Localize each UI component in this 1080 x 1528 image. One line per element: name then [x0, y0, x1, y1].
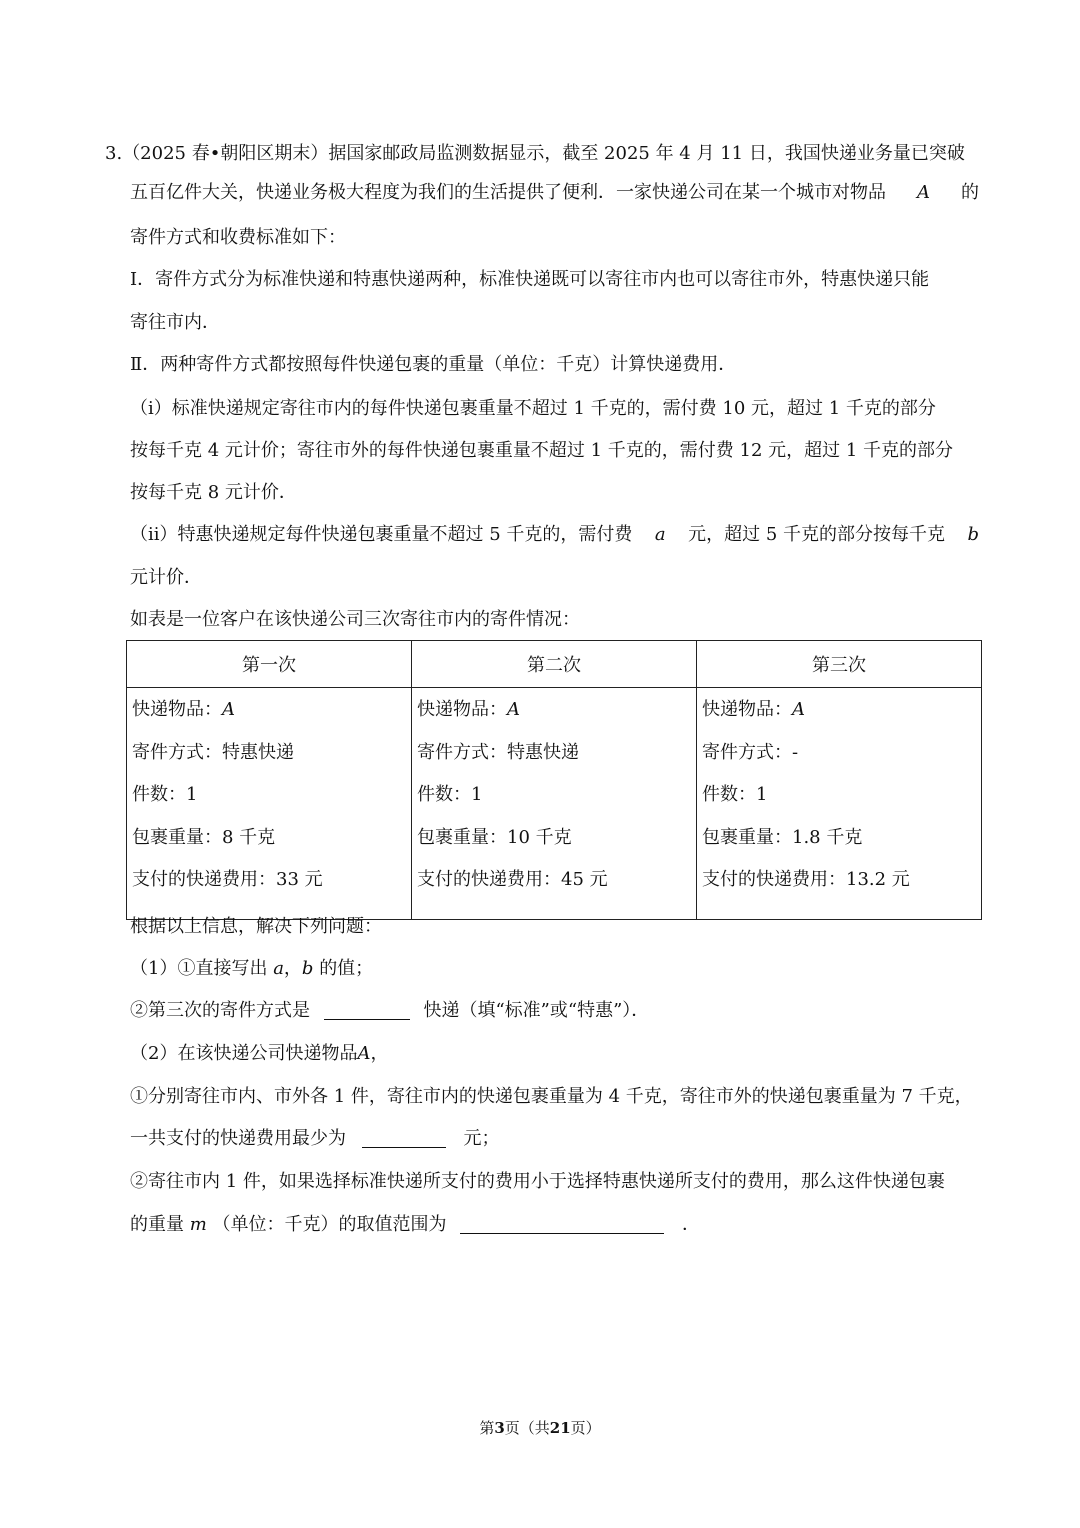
table-cell-third: 快递物品：A 寄件方式：- 件数：1 包裹重量：1.8 千克 支付的快递费用：13.2 元: [697, 688, 982, 920]
variable-a: a: [654, 524, 666, 545]
task-2-2-cont: 的重量 m （单位：千克）的取值范围为 ．: [130, 1214, 701, 1235]
task-1-2: ②第三次的寄件方式是 快递（填“标准”或“特惠”）．: [130, 1000, 650, 1021]
table-cell-second: 快递物品：A 寄件方式：特惠快递 件数：1 包裹重量：10 千克 支付的快递费用：45 元: [412, 688, 697, 920]
task-2-1: ①分别寄往市内、市外各 1 件，寄往市内的快递包裹重量为 4 千克，寄往市外的快递包裹重量为 7 千克，: [130, 1086, 973, 1107]
answer-blank[interactable]: [362, 1129, 446, 1148]
rule-2: Ⅱ．两种寄件方式都按照每件快递包裹的重量（单位：千克）计算快递费用．: [130, 354, 737, 375]
question-line-1: 3.（2025 春•朝阳区期末）据国家邮政局监测数据显示，截至 2025 年 4 月 11 日，我国快递业务量已突破: [105, 143, 965, 164]
answer-blank[interactable]: [324, 1001, 410, 1020]
rule-2-i-cont: 按每千克 4 元计价；寄往市外的每件快递包裹重量不超过 1 千克的，需付费 12 元，超过 1 千克的部分: [130, 440, 954, 461]
table-header: 第二次: [412, 641, 697, 688]
shipping-records-table: [126, 640, 982, 920]
answer-blank[interactable]: [460, 1215, 664, 1234]
table-header: 第三次: [697, 641, 982, 688]
table-cell-first: 快递物品：A 寄件方式：特惠快递 件数：1 包裹重量：8 千克 支付的快递费用：33 元: [127, 688, 412, 920]
item-variable: A: [917, 182, 930, 203]
question-line-3: 寄件方式和收费标准如下：: [130, 227, 346, 248]
task-2-1-cont: 一共支付的快递费用最少为 元；: [130, 1128, 500, 1149]
rule-2-i: （ⅰ）标准快递规定寄往市内的每件快递包裹重量不超过 1 千克的，需付费 10 元，超过 1 千克的部分: [130, 398, 936, 419]
tasks-intro: 根据以上信息，解决下列问题：: [130, 916, 382, 937]
page-total: 21: [549, 1419, 571, 1437]
task-1-1: （1）①直接写出 a，b 的值；: [130, 958, 374, 979]
table-row: [127, 688, 982, 920]
page-footer: 第3页（共21页）: [479, 1419, 601, 1437]
page-number: 3: [494, 1419, 505, 1437]
table-intro: 如表是一位客户在该快递公司三次寄往市内的寄件情况：: [130, 609, 580, 630]
variable-b: b: [967, 524, 979, 545]
rule-1-cont: 寄往市内．: [130, 312, 220, 333]
table-header-row: [127, 641, 982, 688]
rule-1: Ⅰ．寄件方式分为标准快递和特惠快递两种，标准快递既可以寄往市内也可以寄往市外，特惠快递只能: [130, 269, 930, 290]
rule-2-ii-cont: 元计价．: [130, 567, 202, 588]
question-line-2: 五百亿件大关，快递业务极大程度为我们的生活提供了便利．一家快递公司在某一个城市对物品 A 的: [130, 182, 979, 203]
task-2: （2）在该快递公司快递物品A，: [130, 1043, 389, 1064]
table-header: 第一次: [127, 641, 412, 688]
question-number: 3.: [105, 143, 123, 164]
rule-2-ii: （ⅱ）特惠快递规定每件快递包裹重量不超过 5 千克的，需付费 a 元，超过 5 千克的部分按每千克 b: [130, 524, 979, 545]
rule-2-i-end: 按每千克 8 元计价．: [130, 482, 297, 503]
task-2-2: ②寄往市内 1 件，如果选择标准快递所支付的费用小于选择特惠快递所支付的费用，那么这件快递包裹: [130, 1171, 945, 1192]
